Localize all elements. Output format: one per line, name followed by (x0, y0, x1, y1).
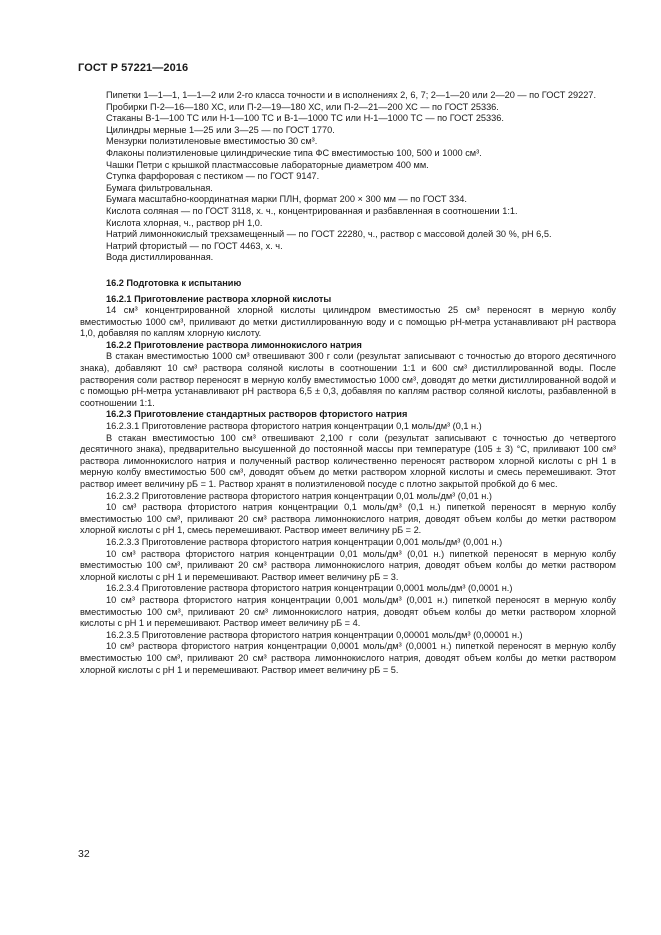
material-item: Кислота хлорная, ч., раствор рН 1,0. (106, 217, 263, 228)
clause-heading: 16.2.3.4 Приготовление раствора фтористого натрия концентрации 0,0001 моль/дм³ (0,0001 н.) (106, 583, 513, 594)
material-item: Чашки Петри с крышкой пластмассовые лабораторные диаметром 400 мм. (106, 159, 429, 170)
paragraph: 10 см³ раствора фтористого натрия концентрации 0,1 моль/дм³ (0,1 н.) пипеткой переносят в мерную колбу вместимостью 100 см³, приливают 20 см³ раствора лимоннокислого натрия, доводят объем колбы до метки раствором хлорной кислоты с рН 1, смесь перемешивают. Раствор имеет величину рБ = 2. (80, 502, 616, 536)
material-item: Стаканы В-1—100 ТС или Н-1—100 ТС и В-1—1000 ТС или Н-1—1000 ТС — по ГОСТ 25336. (106, 113, 504, 124)
page-number: 32 (78, 848, 90, 860)
material-item: Ступка фарфоровая с пестиком — по ГОСТ 9147. (106, 171, 320, 182)
material-item: Натрий лимоннокислый трехзамещенный — по ГОСТ 22280, ч., раствор с массовой долей 30 %, рН 6,5. (106, 229, 552, 240)
clause-heading: 16.2.3.2 Приготовление раствора фтористого натрия концентрации 0,01 моль/дм³ (0,01 н.) (106, 490, 492, 501)
paragraph: В стакан вместимостью 100 см³ отвешивают 2,100 г соли (результат записывают с точностью до четвертого десятичного знака), предварительно высушенной до постоянной массы при температуре (105 ± 3) °С, приливают 100 см³ раствора лимоннокислого натрия и полученный раствор количественно переносят раствором хлорной кислоты с рН 1 в мерную колбу вместимостью 500 см³, доводят объем до метки раствором хлорной кислоты и смесь перемешивают. Этот раствор имеет величину рБ = 1. Раствор хранят в полиэтиленовой посуде с плотно закрытой пробкой до 6 мес. (80, 432, 616, 489)
document-body (80, 90, 616, 676)
clause-heading: 16.2.3.5 Приготовление раствора фтористого натрия концентрации 0,00001 моль/дм³ (0,00001 н.) (106, 629, 523, 640)
subsection-heading: 16.2.3 Приготовление стандартных растворов фтористого натрия (106, 409, 408, 420)
paragraph: 10 см³ раствора фтористого натрия концентрации 0,001 моль/дм³ (0,001 н.) пипеткой переносят в мерную колбу вместимостью 100 см³, приливают 20 см³ лимоннокислого натрия, доводят объем колбы до метки раствором хлорной кислоты с рН 1 и перемешивают. Раствор имеет величину рБ = 4. (80, 594, 616, 629)
clause-heading: 16.2.3.1 Приготовление раствора фтористого натрия концентрации 0,1 моль/дм³ (0,1 н.) (106, 421, 482, 432)
paragraph: 14 см³ концентрированной хлорной кислоты цилиндром вместимостью 25 см³ переносят в мерную колбу вместимостью 1000 см³, приливают до метки дистиллированную воду и с помощью рН-метра устанавливают рН раствора 1,0, добавляя по каплям хлорную кислоту. (80, 305, 616, 339)
material-item: Пипетки 1—1—1, 1—1—2 или 2-го класса точности и в исполнениях 2, 6, 7; 2—1—20 или 2—20 — по ГОСТ 29227. (106, 90, 596, 100)
paragraph: 10 см³ раствора фтористого натрия концентрации 0,0001 моль/дм³ (0,0001 н.) пипеткой переносят в мерную колбу вместимостью 100 см³, приливают 20 см³ раствора лимоннокислого натрия, доводят объем колбы до метки раствором хлорной кислоты с рН 1 и перемешивают. Раствор имеет величину рБ = 5. (80, 641, 616, 675)
material-item: Флаконы полиэтиленовые цилиндрические типа ФС вместимостью 100, 500 и 1000 см³. (106, 147, 482, 158)
subsection-heading: 16.2.2 Приготовление раствора лимоннокислого натрия (106, 339, 362, 350)
material-item: Кислота соляная — по ГОСТ 3118, х. ч., концентрированная и разбавленная в соотношении 1:1. (106, 205, 518, 216)
material-item: Цилиндры мерные 1—25 или 3—25 — по ГОСТ 1770. (106, 124, 335, 135)
clause-heading: 16.2.3.3 Приготовление раствора фтористого натрия концентрации 0,001 моль/дм³ (0,001 н.) (106, 536, 503, 547)
material-item: Бумага масштабно-координатная марки ПЛН, формат 200 × 300 мм — по ГОСТ 334. (106, 194, 467, 205)
material-item: Пробирки П-2—16—180 ХС, или П-2—19—180 ХС, или П-2—21—200 ХС — по ГОСТ 25336. (106, 101, 499, 112)
document-header: ГОСТ Р 57221—2016 (78, 62, 189, 74)
material-item: Мензурки полиэтиленовые вместимостью 30 см³. (106, 136, 318, 147)
material-item: Натрий фтористый — по ГОСТ 4463, х. ч. (106, 240, 283, 251)
section-heading: 16.2 Подготовка к испытанию (106, 277, 242, 288)
material-item: Вода дистиллированная. (106, 252, 214, 263)
paragraph: В стакан вместимостью 1000 см³ отвешивают 300 г соли (результат записывают с точностью до второго десятичного знака), добавляют 10 см³ раствора соляной кислоты в соотношении 1:1 и 600 см³ дистиллированной воды. После растворения соли раствор переносят в мерную колбу вместимостью 1000 см³, доводят до метки дистиллированной водой и с помощью рН-метра устанавливают рН раствора 6,5 ± 0,3, добавляя по каплям раствор соляной кислоты, разбавленной в соотношении 1:1. (80, 351, 616, 408)
paragraph: 10 см³ раствора фтористого натрия концентрации 0,01 моль/дм³ (0,01 н.) пипеткой переносят в мерную колбу вместимостью 100 см³, приливают 20 см³ раствора лимоннокислого натрия, доводят объем колбы до метки раствором хлорной кислоты с рН 1 и перемешивают. Раствор имеет величину рБ = 3. (80, 548, 616, 582)
material-item: Бумага фильтровальная. (106, 182, 213, 193)
subsection-heading: 16.2.1 Приготовление раствора хлорной кислоты (106, 293, 332, 304)
